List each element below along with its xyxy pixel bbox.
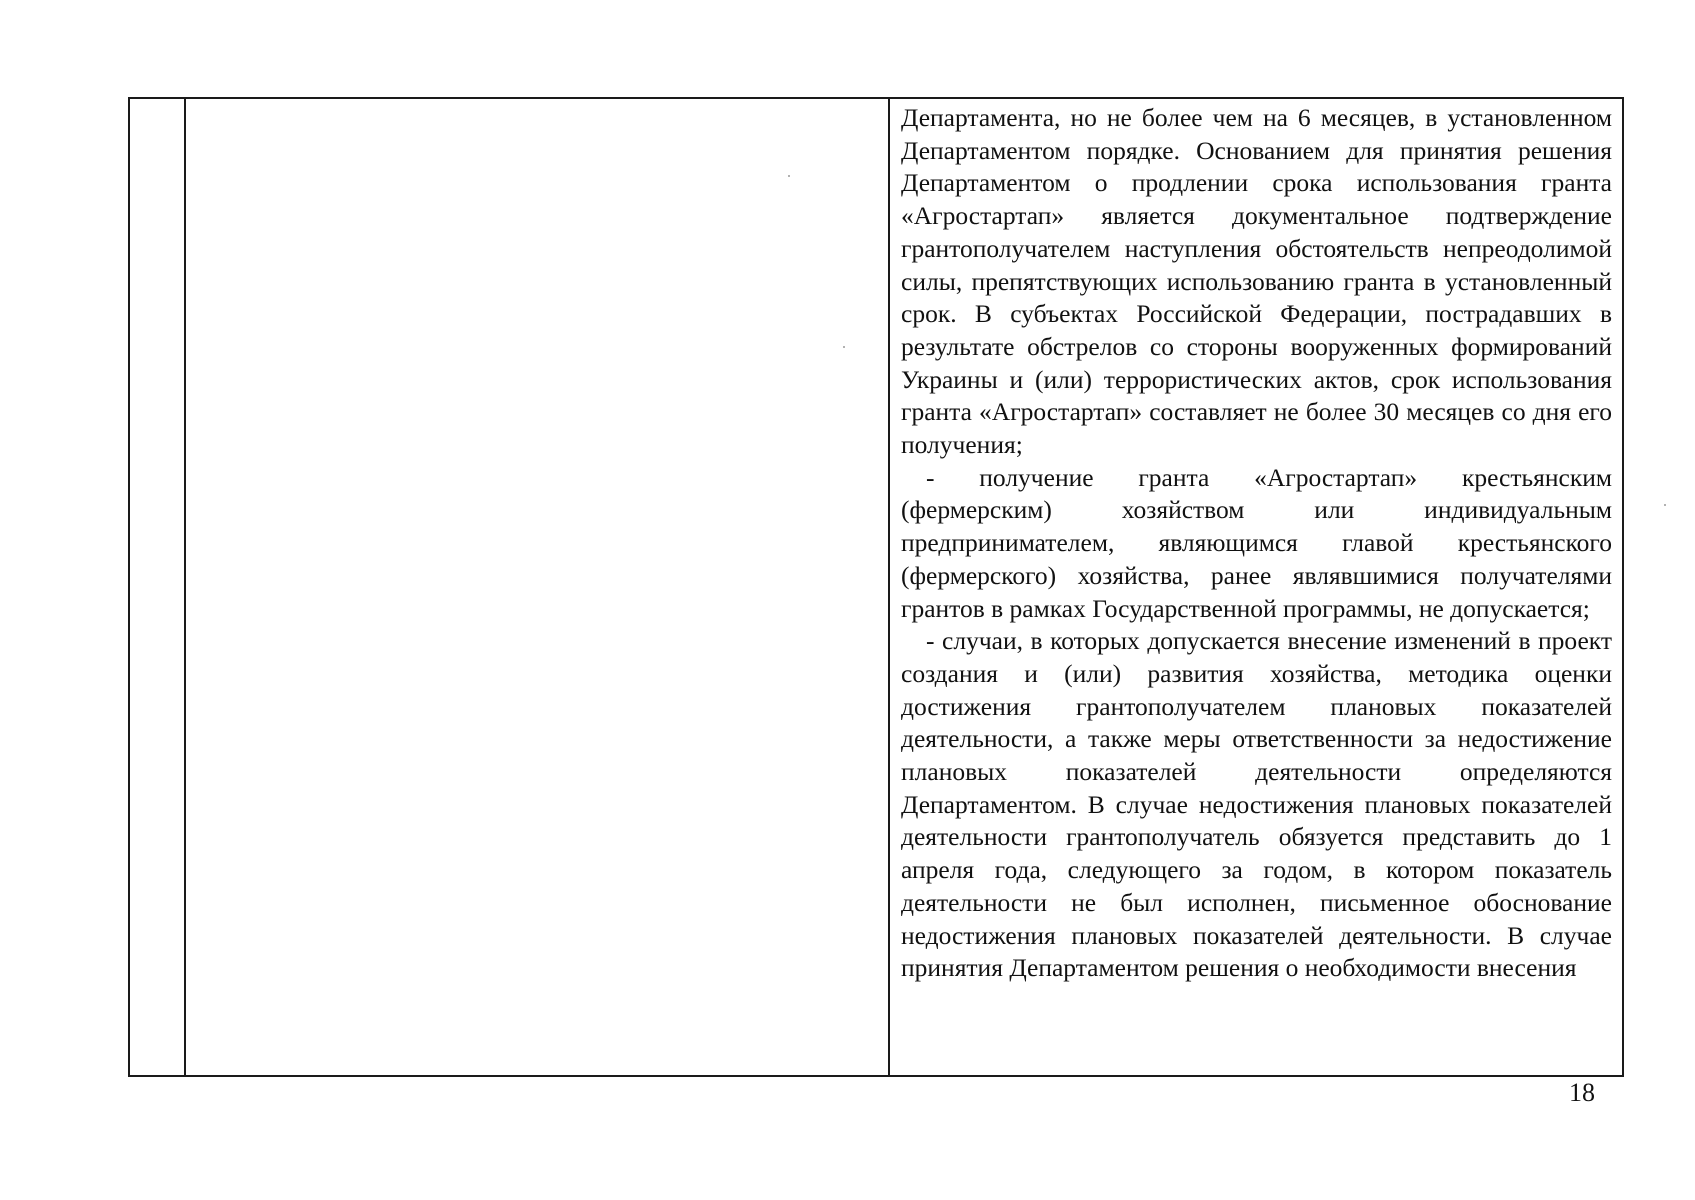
row-name-cell bbox=[186, 99, 890, 1075]
scan-speck bbox=[843, 346, 845, 348]
scan-speck bbox=[788, 175, 790, 177]
paragraph-repeat-grant-restriction: - получение гранта «Агростартап» крестьянским (фермерским) хозяйством или индивидуальным предпринимателем, являющимся главой крестьянского (фермерского) хозяйства, ранее являвшимися получателями грантов в рамках Государственной программы, не допускается; bbox=[901, 462, 1612, 623]
scan-speck bbox=[1664, 504, 1666, 506]
row-description-cell bbox=[890, 99, 1622, 1075]
page-number: 18 bbox=[1569, 1078, 1595, 1107]
document-table bbox=[128, 97, 1624, 1077]
row-number-cell bbox=[130, 99, 186, 1075]
paragraph-project-changes: - случаи, в которых допускается внесение изменений в проект создания и (или) развития хозяйства, методика оценки достижения грантополучателем плановых показателей деятельности, а также меры ответственности за недостижение плановых показателей деятельности определяются Департаментом. В случае недостижения плановых показателей деятельности грантополучатель обязуется представить до 1 апреля года, следующего за годом, в котором показатель деятельности не был исполнен, письменное обоснование недостижения плановых показателей деятельности. В случае принятия Департаментом решения о необходимости внесения bbox=[901, 626, 1612, 983]
paragraph-grant-term: Департамента, но не более чем на 6 месяцев, в установленном Департаментом порядке. Основанием для принятия решения Департаментом о продлении срока использования гранта «Агростартап» является документальное подтверждение грантополучателем наступления обстоятельств непреодолимой силы, препятствующих использованию гранта в установленный срок. В субъектах Российской Федерации, пострадавших в результате обстрелов со стороны вооруженных формирований Украины и (или) террористических актов, срок использования гранта «Агростартап» составляет не более 30 месяцев со дня его получения; bbox=[901, 103, 1612, 460]
